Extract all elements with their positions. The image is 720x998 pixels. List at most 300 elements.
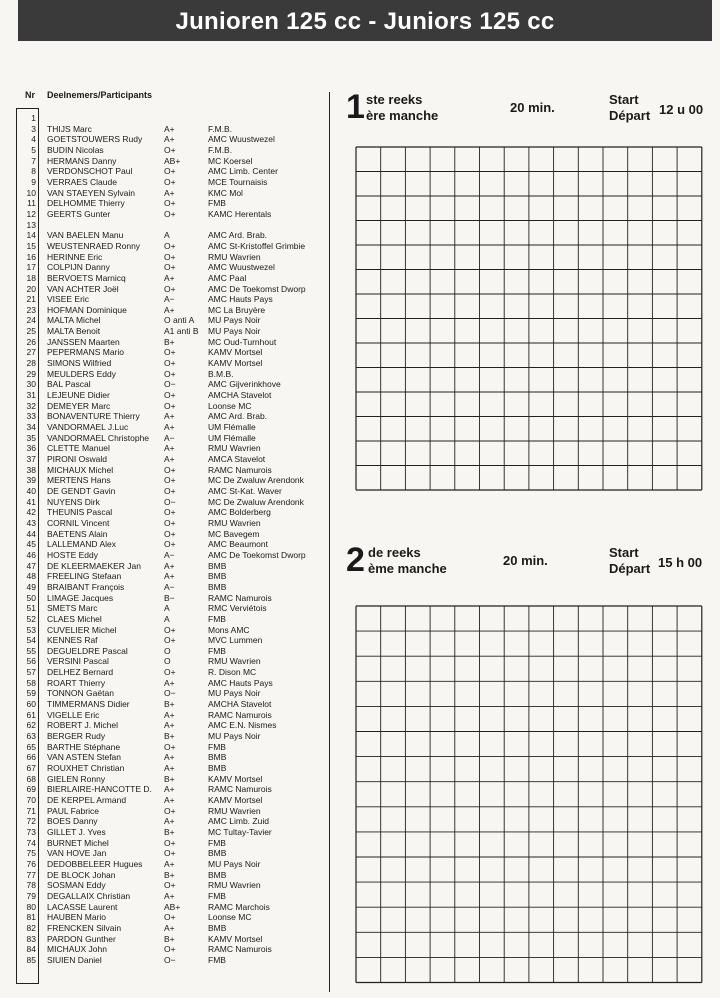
participant-club: RMU Wavrien [208,880,261,891]
participant-name: DELHOMME Thierry [47,198,125,209]
participant-category: B+ [164,869,175,880]
participant-number: 31 [26,390,36,401]
participant-name: VANDORMAEL J.Luc [47,422,129,433]
participant-row [0,880,330,891]
race-2-duration: 20 min. [503,553,548,568]
participant-category: O+ [164,464,176,475]
participant-club: AMC Limb. Center [208,166,278,177]
participant-name: BURNET Michel [47,837,109,848]
participant-club: MCE Tournaisis [208,176,268,187]
participant-club: KAMV Mortsel [208,795,263,805]
participant-club: R. Dison MC [208,667,257,678]
participant-club: AMC Wuustwezel [208,134,275,145]
participant-club: MC La Bruyère [208,304,266,315]
participant-category: O+ [164,837,176,848]
participant-name: BIERLAIRE-HANCOTTE D. [47,784,152,795]
participant-name: DE BLOCK Johan [47,869,116,880]
participant-club: AMCHA Stavelot [208,699,272,710]
participant-club: FMB [208,741,226,752]
participant-number: 48 [26,571,36,582]
participant-category: O+ [164,262,176,273]
participant-category: B+ [164,699,175,710]
participant-club: AMC De Toekomst Dworp [208,283,306,294]
participant-number: 62 [26,720,36,731]
participant-category: O [164,656,171,667]
participant-number: 75 [26,848,36,859]
participant-row [0,635,330,646]
participant-club: RAMC Namurois [208,944,272,955]
participant-row [0,550,330,561]
participant-category: O+ [164,400,176,411]
participant-category: O+ [164,144,176,155]
participant-name: VISEE Eric [47,294,90,305]
participant-row [0,518,330,529]
participant-row [0,134,330,145]
participant-name: VERDONSCHOT Paul [47,166,133,177]
participant-category: O− [164,688,176,699]
race-2-number: 2 [346,541,365,579]
participant-number: 49 [26,581,36,592]
participant-category: A− [164,432,175,443]
participant-name: VAN ASTEN Stefan [47,752,122,763]
participant-category: O+ [164,368,176,379]
participant-name: SIUIEN Daniel [47,954,102,965]
participant-club: MU Pays Noir [208,326,261,337]
participant-name: DELHEZ Bernard [47,667,114,678]
participant-number: 82 [26,922,36,933]
participant-name: TONNON Gaëtan [47,688,114,699]
participant-name: WEUSTENRAED Ronny [47,240,141,251]
participant-name: NUYENS Dirk [47,496,100,507]
participant-club: KAMV Mortsel [208,773,263,784]
participant-row [0,571,330,582]
participant-number: 46 [26,549,36,560]
participant-row [0,113,330,124]
participant-number: 85 [26,954,36,965]
participant-number: 73 [26,826,36,837]
participant-row [0,763,330,774]
participant-name: DEMEYER Marc [47,400,111,411]
participant-name: BARTHE Stéphane [47,741,121,752]
participant-row [0,667,330,678]
participant-club: FMB [208,198,226,209]
participant-number: 67 [26,763,36,774]
participant-row [0,699,330,710]
participant-category: A+ [164,571,175,582]
race-1-start-time: 12 u 00 [659,102,704,117]
participant-club: MC De Zwaluw Arendonk [208,475,304,486]
participant-category: B+ [164,826,175,837]
participant-number: 71 [26,805,36,816]
participant-number: 17 [26,262,36,273]
participant-name: VIGELLE Eric [47,709,100,720]
participant-name: VAN STAEYEN Sylvain [47,187,136,198]
participant-club: KAMV Mortsel [208,347,263,358]
participant-number: 9 [31,176,36,187]
participant-club: FMB [208,837,226,848]
participant-row [0,678,330,689]
participant-row [0,838,330,849]
participant-row [0,816,330,827]
participant-club: MVC Lummen [208,635,263,646]
participant-category: A+ [164,411,175,422]
participant-club: AMC Beaumont [208,539,268,550]
participant-number: 80 [26,901,36,912]
participant-category: A+ [164,858,175,869]
participant-category: A− [164,549,175,560]
participant-category: A+ [164,123,175,134]
participant-number: 81 [26,912,36,923]
participant-name: DEGUELDRE Pascal [47,645,128,656]
participant-number: 5 [31,144,36,155]
participant-club: MU Pays Noir [208,688,261,699]
participant-club: FMB [208,954,226,965]
race-1-label-fr: ère manche [366,108,439,123]
participant-row [0,326,330,337]
participant-club: BMB [208,848,227,859]
participant-club: BMB [208,560,227,571]
participant-number: 60 [26,699,36,710]
participant-row [0,241,330,252]
participant-club: MU Pays Noir [208,731,261,742]
participant-number: 74 [26,837,36,848]
participant-club: BMB [208,763,227,774]
participant-category: A [164,603,170,614]
participant-name: VERSINI Pascal [47,656,109,667]
race-1-number: 1 [346,88,365,126]
participant-category: A+ [164,443,175,454]
participant-club: BMB [208,571,227,582]
participant-club: AMC E.N. Nismes [208,720,277,731]
participant-name: ROART Thierry [47,677,106,688]
participant-category: O+ [164,485,176,496]
participant-number: 77 [26,869,36,880]
participant-number: 59 [26,688,36,699]
participant-category: O− [164,379,176,390]
participant-club: KAMV Mortsel [208,358,263,369]
participant-name: MEULDERS Eddy [47,368,116,379]
participant-club: RAMC Namurois [208,592,272,603]
participant-category: O+ [164,358,176,369]
participant-category: B+ [164,773,175,784]
participant-name: GIELEN Ronny [47,773,106,784]
participant-row [0,284,330,295]
participant-number: 1 [31,113,36,123]
participant-name: CUVELIER Michel [47,624,117,635]
participant-category: AB+ [164,155,181,166]
participant-row [0,720,330,731]
race-1-duration: 20 min. [510,100,555,115]
participant-number: 20 [26,283,36,294]
participant-club: Loonse MC [208,912,252,923]
participant-number: 38 [26,464,36,475]
participant-row [0,443,330,454]
participant-category: O+ [164,741,176,752]
participant-row [0,454,330,465]
participant-category: O+ [164,166,176,177]
participant-row [0,891,330,902]
participant-club: FMB [208,890,226,901]
participant-club: MC Oud-Turnhout [208,336,277,347]
participant-name: VAN ACHTER Joël [47,283,119,294]
participant-row [0,347,330,358]
participant-category: O+ [164,635,176,646]
participant-name: TIMMERMANS Didier [47,699,130,710]
participant-name: BAL Pascal [47,379,91,390]
participant-number: 58 [26,677,36,688]
column-header-participants: Deelnemers/Participants [47,90,153,100]
participant-number: 27 [26,347,36,358]
participant-category: O+ [164,805,176,816]
participant-name: COLPIJN Danny [47,262,110,273]
column-divider [329,92,330,992]
race-2-start-time: 15 h 00 [658,555,703,570]
participant-name: CLAES Michel [47,613,102,624]
participant-category: O [164,645,171,656]
participant-club: KMC Mol [208,187,243,198]
participant-number: 41 [26,496,36,507]
participant-number: 54 [26,635,36,646]
participant-row [0,262,330,273]
participant-club: AMC St-Kat. Waver [208,485,282,496]
participant-name: JANSSEN Maarten [47,336,120,347]
participant-name: GILLET J. Yves [47,826,106,837]
participant-row [0,539,330,550]
participant-row [0,625,330,636]
participant-row [0,731,330,742]
participant-name: GEERTS Gunter [47,208,111,219]
participant-number: 79 [26,890,36,901]
participant-category: B− [164,592,175,603]
participant-category: O+ [164,208,176,219]
participant-number: 84 [26,944,36,955]
participant-row [0,710,330,721]
participant-number: 23 [26,304,36,315]
page-title: Junioren 125 cc - Juniors 125 cc [18,0,712,41]
participant-name: MERTENS Hans [47,475,111,486]
participant-number: 32 [26,400,36,411]
participant-category: A+ [164,560,175,571]
participant-name: MICHAUX Michel [47,464,114,475]
participant-category: A1 anti B [164,326,199,337]
participant-name: DE GENDT Gavin [47,485,116,496]
participant-category: A [164,230,170,241]
participant-row [0,273,330,284]
participant-category: A− [164,294,175,305]
participant-name: FREELING Stefaan [47,571,122,582]
participant-club: AMCHA Stavelot [208,390,272,401]
participant-row [0,934,330,945]
participant-name: FRENCKEN Silvain [47,922,122,933]
participant-number: 68 [26,773,36,784]
participant-number: 15 [26,240,36,251]
participant-category: O+ [164,240,176,251]
race-2-start-nl: Start [609,545,639,560]
participant-club: B.M.B. [208,368,234,379]
participant-club: RMC Verviétois [208,603,267,614]
participant-club: RMU Wavrien [208,656,261,667]
participant-name: VAN HOVE Jan [47,848,107,859]
participant-row [0,944,330,955]
participant-category: O+ [164,176,176,187]
race-1-start-nl: Start [609,92,639,107]
participant-name: HOSTE Eddy [47,549,99,560]
participant-number: 42 [26,507,36,518]
participant-number: 29 [26,368,36,379]
participant-number: 72 [26,816,36,827]
participant-row [0,774,330,785]
participant-row [0,902,330,913]
participant-row [0,784,330,795]
participant-club: AMCA Stavelot [208,454,266,464]
race-2-start-fr: Départ [609,561,651,576]
participant-number: 45 [26,539,36,550]
participant-name: BUDIN Nicolas [47,144,104,155]
participant-club: MU Pays Noir [208,858,261,869]
participant-category: O+ [164,251,176,262]
participant-row [0,220,330,231]
participant-row [0,145,330,156]
participant-club: BMB [208,922,227,933]
participant-category: O+ [164,624,176,635]
participant-number: 65 [26,741,36,752]
participant-club: AMC Paal [208,272,247,283]
participant-row [0,188,330,199]
grid-lines [355,605,703,984]
participant-club: AMC Wuustwezel [208,262,275,273]
participant-name: BONAVENTURE Thierry [47,411,140,422]
participant-category: O+ [164,517,176,528]
participant-name: ROUXHET Christian [47,763,125,774]
participant-club: AMC Hauts Pays [208,677,273,688]
participant-club: KAMC Herentals [208,208,272,219]
participant-club: BMB [208,869,227,880]
participant-number: 7 [31,155,36,166]
participant-category: O− [164,496,176,507]
participant-name: THEUNIS Pascal [47,507,113,518]
participant-club: RMU Wavrien [208,251,261,262]
participant-category: A+ [164,784,175,795]
participant-number: 78 [26,880,36,891]
participant-name: VAN BAELEN Manu [47,230,124,241]
participant-number: 66 [26,752,36,763]
participant-row [0,614,330,625]
participant-row [0,752,330,763]
participant-name: BRAIBANT François [47,581,125,592]
participant-list [0,113,330,966]
participant-row [0,742,330,753]
participant-row [0,156,330,167]
participant-name: CORNIL Vincent [47,517,110,528]
participant-row [0,337,330,348]
participant-number: 36 [26,443,36,454]
participant-category: A+ [164,795,175,805]
participant-name: DE KLEERMAEKER Jan [47,560,142,571]
participant-number: 25 [26,326,36,337]
participant-row [0,561,330,572]
participant-number: 18 [26,272,36,283]
participant-row [0,688,330,699]
participant-row [0,497,330,508]
participant-category: A+ [164,304,175,315]
participant-row [0,315,330,326]
participant-category: A+ [164,922,175,933]
participant-name: LACASSE Laurent [47,901,118,912]
participant-club: AMC De Toekomst Dworp [208,549,306,560]
participant-row [0,390,330,401]
participant-name: LALLEMAND Alex [47,539,116,550]
participant-club: MC Koersel [208,155,253,166]
participant-row [0,859,330,870]
participant-number: 39 [26,475,36,486]
participant-category: A+ [164,720,175,731]
participant-number: 26 [26,336,36,347]
participant-club: AMC Bolderberg [208,507,271,518]
participant-club: RAMC Marchois [208,901,270,912]
participant-club: FMB [208,613,226,624]
participant-number: 30 [26,379,36,390]
participant-category: O+ [164,539,176,550]
participant-row [0,305,330,316]
participant-row [0,124,330,135]
participant-club: MC Tultay-Tavier [208,826,272,837]
participant-row [0,465,330,476]
participant-club: BMB [208,581,227,592]
participant-number: 3 [31,123,36,134]
participant-name: DE KERPEL Armand [47,795,127,805]
participant-club: RMU Wavrien [208,517,261,528]
participant-category: A+ [164,709,175,720]
participant-row [0,955,330,966]
participant-club: MC Bavegem [208,528,260,539]
participant-number: 52 [26,613,36,624]
participant-number: 11 [27,198,36,209]
participant-category: A− [164,581,175,592]
participant-number: 13 [26,219,36,230]
participant-row [0,379,330,390]
participant-number: 70 [26,795,36,805]
participant-category: O+ [164,475,176,486]
participant-name: VANDORMAEL Christophe [47,432,150,443]
participant-name: SOSMAN Eddy [47,880,106,891]
participant-name: PEPERMANS Mario [47,347,124,358]
participant-category: O+ [164,507,176,518]
participant-club: MU Pays Noir [208,315,261,326]
participant-category: O+ [164,667,176,678]
participant-name: HOFMAN Dominique [47,304,127,315]
participant-number: 34 [26,422,36,433]
participant-category: A+ [164,816,175,827]
participant-category: O− [164,954,176,965]
participant-category: O anti A [164,315,195,326]
participant-number: 16 [26,251,36,262]
participant-row [0,656,330,667]
participant-name: ROBERT J. Michel [47,720,119,731]
participant-row [0,848,330,859]
participant-name: BERGER Rudy [47,731,106,742]
participant-category: O+ [164,390,176,401]
participant-category: O+ [164,528,176,539]
participant-row [0,795,330,806]
participant-club: Loonse MC [208,400,252,411]
participant-number: 47 [26,560,36,571]
participant-club: AMC Ard. Brab. [208,411,268,422]
participant-name: BOES Danny [47,816,98,827]
participant-name: HERMANS Danny [47,155,117,166]
participant-category: A+ [164,454,175,464]
participant-name: SMETS Marc [47,603,98,614]
participant-category: A+ [164,134,175,145]
